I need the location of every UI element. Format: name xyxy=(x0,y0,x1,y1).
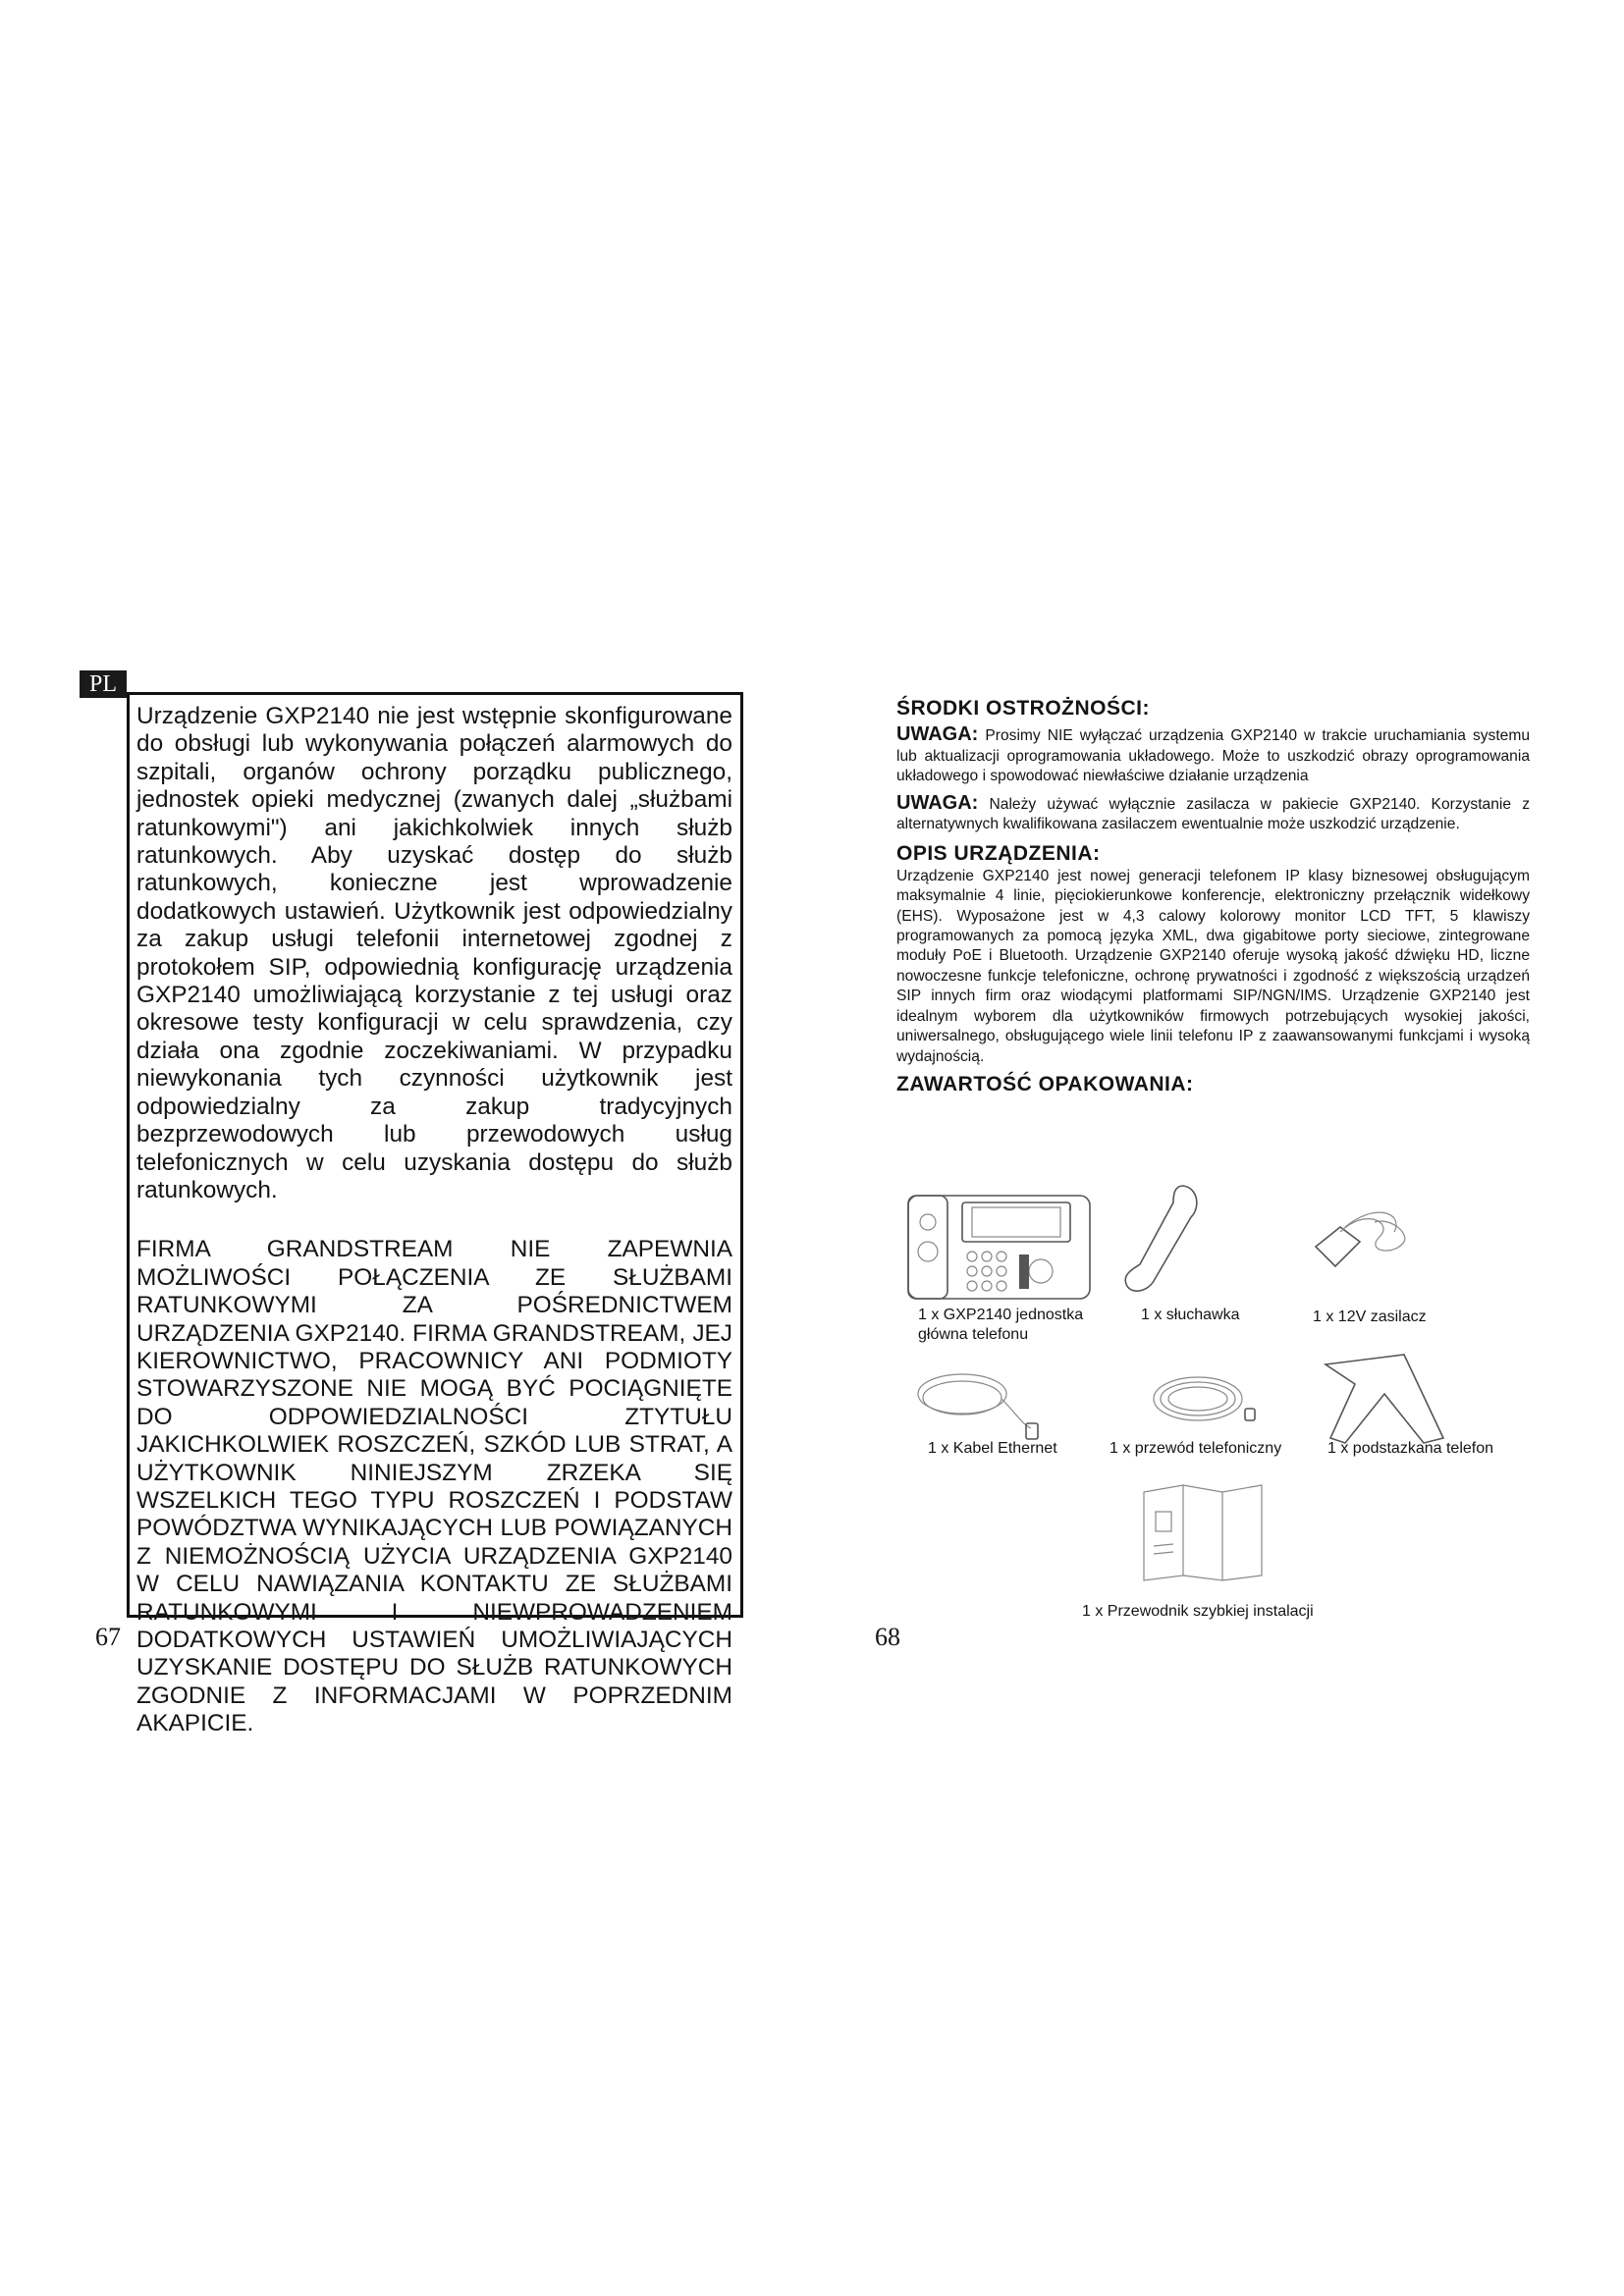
package-contents xyxy=(884,1178,1532,1620)
phone-base-illustration xyxy=(903,1178,1100,1306)
warning-2 xyxy=(896,793,1530,835)
item-main-unit: 1 x GXP2140 jednostka główna telefonu xyxy=(918,1307,1084,1343)
item-phone-cord: 1 x przewód telefoniczny xyxy=(1110,1440,1282,1457)
language-tag: PL xyxy=(80,670,127,698)
warning-2-text: Należy używać wyłącznie zasilacza w pakiecie GXP2140. Korzystanie z alternatywnych kwalifikowana zasilaczem ewentualnie może uszkodzić urządzenie. xyxy=(896,795,1531,833)
device-description: Urządzenie GXP2140 jest nowej generacji telefonem IP klasy biznesowej obsługującym maksymalnie 4 linie, pięciokierunkowe konferencje, elektroniczny przełącznik widełkowy (EHS). Wyposażone jest w 4,3 calowy kolorowy monitor LCD TFT, 5 klawiszy programowanych za pomocą języka XML, dwa gigabitowe porty sieciowe, zintegrowane moduły PoE i Bluetooth. Urządzenie GXP2140 oferuje wysoką jakość dźwięku HD, liczne nowoczesne funkcje telefoniczne, ochronę prywatności i zgodność z większością urządzeń SIP innych firm oraz wiodącymi platformami SIP/NGN/IMS. Urządzenie GXP2140 jest idealnym wyborem dla użytkowników firmowych potrzebujących wysokiej jakości, uniwersalnego, obsługującego wiele linii telefonu IP z zaawansowanymi funkcjami i wysoką wydajnością. xyxy=(896,867,1530,1065)
emergency-paragraph: Urządzenie GXP2140 nie jest wstępnie skonfigurowane do obsługi lub wykonywania połączeń alarmowych do szpitali, organów ochrony porządku publicznego, jednostek opieki medycznej (zwanych dalej „służbami ratunkowymi") ani jakichkolwiek innych służb ratunkowych. Aby uzyskać dostęp do służb ratunkowych, konieczne jest wprowadzenie dodatkowych ustawień. Użytkownik jest odpowiedzialny za zakup usługi telefonii internetowej zgodnej z protokołem SIP, odpowiednią konfigurację urządzenia GXP2140 umożliwiającą korzystanie z tej usługi oraz okresowe testy konfiguracji w celu sprawdzenia, czy działa ona zgodnie zoczekiwaniami. W przypadku niewykonania tych czynności użytkownik jest odpowiedzialny za zakup tradycyjnych bezprzewodowych lub przewodowych usług telefonicznych w celu uzyskania dostępu do służb ratunkowych. xyxy=(136,703,732,1203)
quick-guide-illustration xyxy=(1134,1477,1272,1585)
item-quick-guide: 1 x Przewodnik szybkiej instalacji xyxy=(1082,1603,1314,1620)
description-heading: OPIS URZĄDZENIA: xyxy=(896,842,1101,866)
warning-1-text: Prosimy NIE wyłączać urządzenia GXP2140 w trakcie uruchamiania systemu lub aktualizacji oprogramowania układowego. Może to uszkodzić obrazy oprogramowania układowego i spowodować niewłaściwe działanie urządzenia xyxy=(896,727,1530,785)
page-number-right: 68 xyxy=(875,1623,900,1651)
package-heading: ZAWARTOŚĆ OPAKOWANIA: xyxy=(896,1072,1194,1095)
liability-paragraph: FIRMA GRANDSTREAM NIE ZAPEWNIA MOŻLIWOŚCI POŁĄCZENIA ZE SŁUŻBAMI RATUNKOWYMI ZA POŚREDNICTWEM URZĄDZENIA GXP2140. FIRMA GRANDSTREAM, JEJ KIEROWNICTWO, PRACOWNICY ANI PODMIOTY STOWARZYSZONE NIE MOGĄ BYĆ POCIĄGNIĘTE DO ODPOWIEDZIALNOŚCI ZTYTUŁU JAKICHKOLWIEK ROSZCZEŃ, SZKÓD LUB STRAT, A UŻYTKOWNIK NINIEJSZYM ZRZEKA SIĘ WSZELKICH TEGO TYPU ROSZCZEŃ I PODSTAW POWÓDZTWA WYNIKAJĄCYCH LUB POWIĄZANYCH Z NIEMOŻNOŚCIĄ UŻYCIA URZĄDZENIA GXP2140 W CELU NAWIĄZANIA KONTAKTU ZE SŁUŻBAMI RATUNKOWYMI I NIEWPROWADZENIEM DODATKOWYCH USTAWIEŃ UMOŻLIWIAJĄCYCH UZYSKANIE DOSTĘPU DO SŁUŻB RATUNKOWYCH ZGODNIE Z INFORMACJAMI W POPRZEDNIM AKAPICIE. xyxy=(136,1236,732,1737)
item-handset: 1 x słuchawka xyxy=(1141,1307,1240,1323)
power-adapter-illustration xyxy=(1296,1188,1414,1296)
item-power-adapter: 1 x 12V zasilacz xyxy=(1313,1308,1427,1325)
phone-cord-illustration xyxy=(1139,1360,1267,1448)
warning-label: UWAGA: xyxy=(896,723,979,746)
item-phone-stand: 1 x podstazkana telefon xyxy=(1327,1440,1494,1457)
phone-stand-illustration xyxy=(1316,1345,1453,1453)
handset-illustration xyxy=(1114,1178,1213,1306)
warning-label: UWAGA: xyxy=(896,791,979,814)
page-number-left: 67 xyxy=(95,1623,121,1651)
precautions-heading: ŚRODKI OSTROŻNOŚCI: xyxy=(896,697,1151,720)
ethernet-cable-illustration xyxy=(903,1355,1051,1453)
emergency-notice-box xyxy=(127,692,743,1737)
right-page-content xyxy=(896,699,1530,1095)
warning-1 xyxy=(896,724,1530,786)
item-ethernet-cable: 1 x Kabel Ethernet xyxy=(928,1440,1057,1457)
